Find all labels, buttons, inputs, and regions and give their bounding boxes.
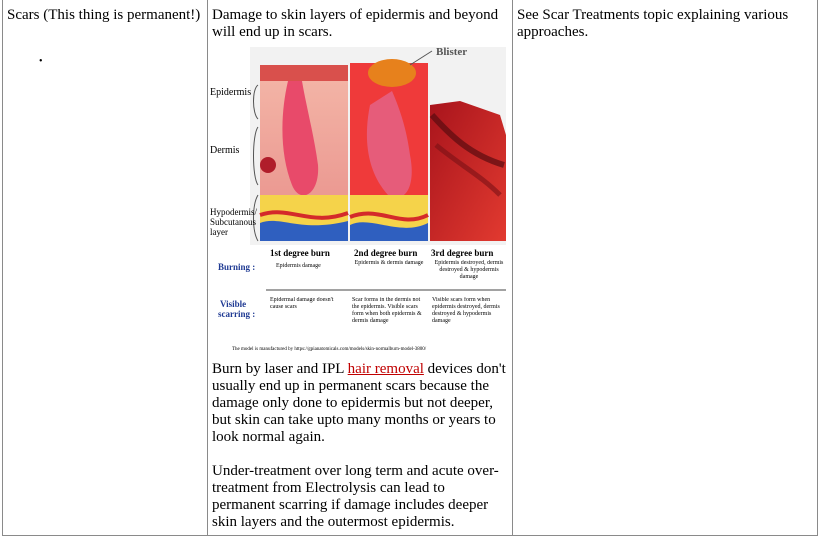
hair-removal-link[interactable]: hair removal: [347, 361, 424, 377]
scarring-1st: Epidermal damage doesn't cause scars: [270, 297, 334, 310]
treatment-text: See Scar Treatments topic explaining various approaches.: [517, 7, 789, 40]
header-1st-degree: 1st degree burn: [270, 248, 330, 258]
cell-condition: [3, 0, 208, 536]
row-label-scarring: scarring :: [218, 309, 256, 319]
label-hypodermis-2: Subcutanous: [210, 217, 256, 227]
paragraph-electrolysis: Under-treatment over long term and acute over-treatment from Electrolysis can lead to permanent scarring if damage includes deeper skin layers and the outermost epidermis.: [212, 463, 499, 530]
burning-2nd: Epidermis & dermis damage: [354, 260, 424, 266]
burn-model-illustration: [210, 45, 506, 357]
paragraph-laser-ipl: [212, 361, 512, 446]
burn-degree-figure: [210, 45, 506, 357]
header-3rd-degree: 3rd degree burn: [431, 248, 494, 258]
p1-before: Burn by laser and IPL: [212, 361, 348, 377]
bullet-dot: •: [39, 56, 43, 67]
label-epidermis: Epidermis: [210, 87, 252, 98]
cell-treatment: [513, 0, 818, 536]
scarring-3rd: Visible scars form when epidermis destroyed, dermis destroyed & hypodermis damage: [432, 297, 500, 324]
label-dermis: Dermis: [210, 145, 240, 156]
scarring-2nd: Scar forms in the dermis not the epidermis. Visible scars form when both epidermis & dermis damage: [352, 297, 422, 324]
row-label-burning: Burning :: [218, 262, 256, 272]
table-row: [3, 0, 818, 536]
burning-1st: Epidermis damage: [276, 263, 321, 269]
burning-3rd: Epidermis destroyed, dermis destroyed & hypodermis damage: [434, 260, 504, 280]
intro-text: Damage to skin layers of epidermis and beyond will end up in scars.: [212, 7, 499, 40]
figure-credit: The model is manufactured by https://gpianatomicals.com/models/skin-normalburn-model-3800/: [232, 347, 427, 352]
content-table: [2, 0, 818, 536]
p1-after: devices don't usually end up in permanent scars because the damage only done to epidermis but not deeper, but skin can take upto many months or years to look normal again.: [212, 361, 506, 445]
label-hypodermis-1: Hypodermis/: [210, 207, 257, 217]
condition-text: Scars (This thing is permanent!): [7, 7, 201, 23]
row-label-visible: Visible: [220, 299, 247, 309]
label-hypodermis-3: layer: [210, 227, 228, 237]
cell-description: [208, 0, 513, 536]
header-2nd-degree: 2nd degree burn: [354, 248, 418, 258]
label-blister: Blister: [436, 46, 468, 58]
